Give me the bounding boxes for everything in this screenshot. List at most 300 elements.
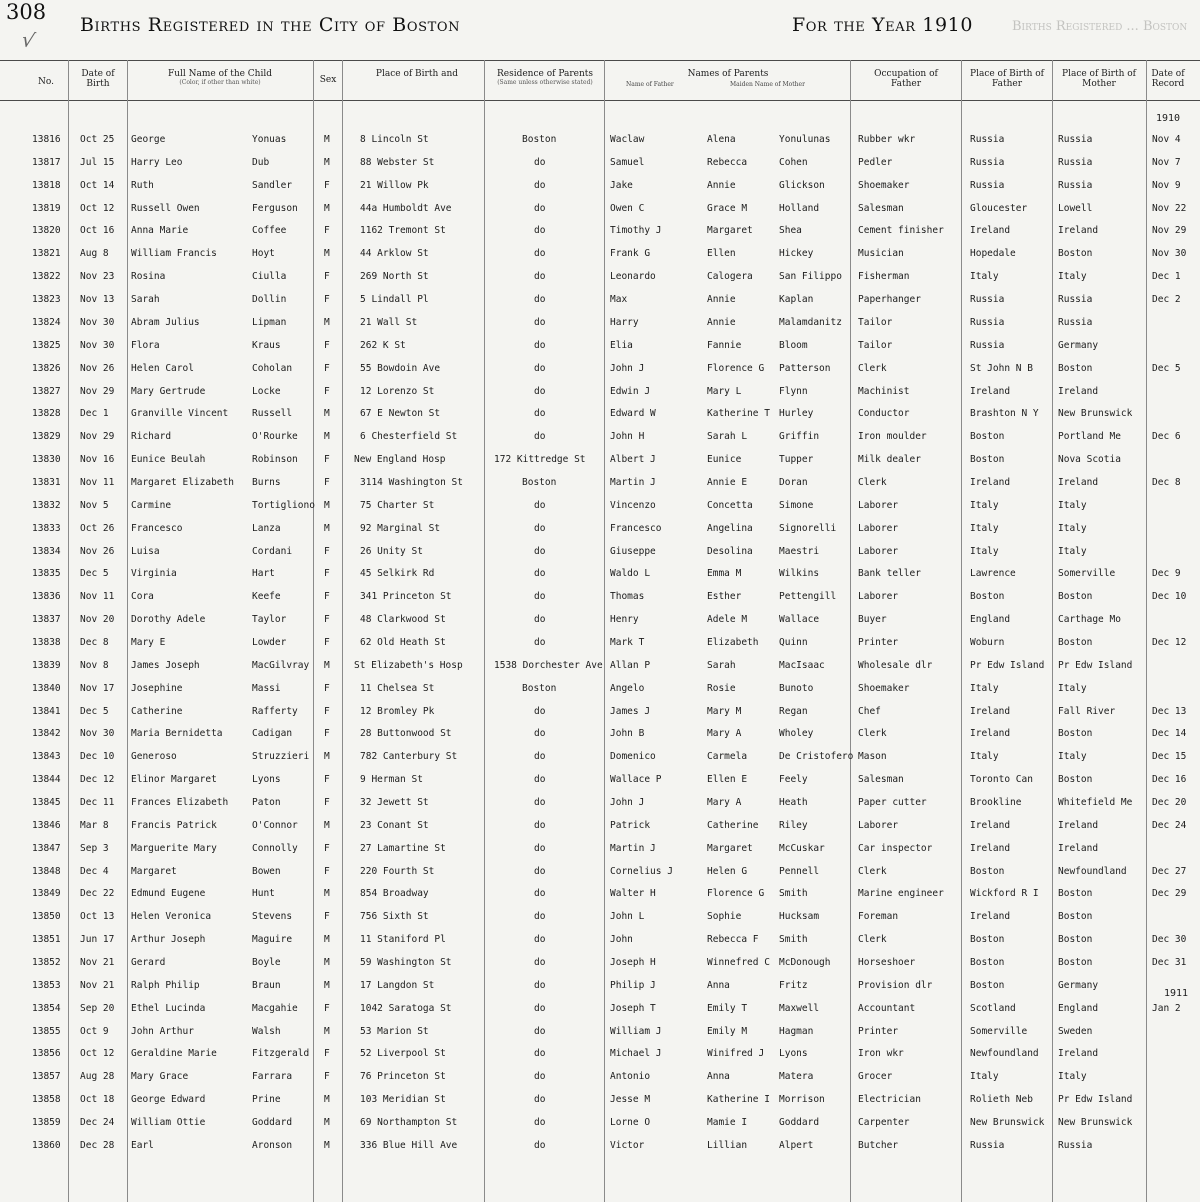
father-name: Michael J <box>610 1048 662 1060</box>
mother-given-name: Mary A <box>707 796 742 808</box>
father-name: Albert J <box>610 454 656 465</box>
place-of-birth: 76 Princeton St <box>360 1071 446 1083</box>
residence: do <box>534 271 546 283</box>
mother-given-name: Ellen E <box>707 774 748 786</box>
residence: do <box>534 751 546 763</box>
register-year: For the Year 1910 <box>792 14 974 36</box>
date-of-birth: Dec 8 <box>80 636 109 648</box>
child-given-name: Elinor Margaret <box>131 774 217 786</box>
place-of-birth: 1162 Tremont St <box>360 225 446 237</box>
father-birthplace: Somerville <box>970 1025 1028 1037</box>
mother-maiden-name: Goddard <box>779 1117 820 1128</box>
place-of-birth: 756 Sixth St <box>360 911 429 923</box>
father-occupation: Fisherman <box>858 271 910 283</box>
mother-birthplace: Sweden <box>1058 1025 1093 1037</box>
table-row <box>0 546 1200 564</box>
mother-maiden-name: Wholey <box>779 728 814 740</box>
child-given-name: Gerard <box>131 957 166 968</box>
father-birthplace: St John N B <box>970 362 1033 374</box>
margin-check-mark: √ <box>19 26 38 54</box>
entry-number: 13843 <box>32 751 61 763</box>
place-of-birth: 28 Buttonwood St <box>360 728 452 740</box>
child-surname: Hunt <box>252 888 275 900</box>
residence: 172 Kittredge St <box>494 454 586 465</box>
entry-number: 13824 <box>32 316 61 328</box>
father-birthplace: Russia <box>970 339 1005 351</box>
child-surname: Cordani <box>252 545 293 557</box>
entry-number: 13828 <box>32 408 61 420</box>
child-surname: Coholan <box>252 362 293 374</box>
residence: do <box>534 248 546 260</box>
child-surname: Walsh <box>252 1025 281 1037</box>
place-of-birth: 88 Webster St <box>360 156 435 168</box>
table-row <box>0 728 1200 746</box>
sex: F <box>324 682 330 694</box>
mother-birthplace: Ireland <box>1058 225 1099 237</box>
place-of-birth: 103 Meridian St <box>360 1094 446 1106</box>
father-name: Walter H <box>610 888 656 900</box>
child-surname: Lanza <box>252 522 281 534</box>
entry-number: 13849 <box>32 888 61 900</box>
place-of-birth: 69 Northampton St <box>360 1117 458 1128</box>
sex: F <box>324 225 330 237</box>
father-name: Wallace P <box>610 774 662 786</box>
sex: F <box>324 545 330 557</box>
entry-number: 13827 <box>32 385 61 397</box>
place-of-birth: New England Hosp <box>354 454 446 465</box>
child-surname: Aronson <box>252 1139 293 1151</box>
entry-number: 13822 <box>32 271 61 283</box>
father-name: Allan P <box>610 659 651 671</box>
sex: M <box>324 751 330 763</box>
father-birthplace: New Brunswick <box>970 1117 1045 1128</box>
table-row <box>0 431 1200 449</box>
father-name: Joseph H <box>610 957 656 968</box>
father-birthplace: Ireland <box>970 842 1011 854</box>
place-of-birth: 27 Lamartine St <box>360 842 446 854</box>
mother-given-name: Ellen <box>707 248 736 260</box>
child-given-name: Margaret <box>131 865 177 877</box>
mother-birthplace: Germany <box>1058 339 1099 351</box>
father-birthplace: Italy <box>970 751 999 763</box>
residence: do <box>534 636 546 648</box>
father-birthplace: Ireland <box>970 385 1011 397</box>
table-row <box>0 911 1200 929</box>
mother-birthplace: Italy <box>1058 271 1087 283</box>
residence: do <box>534 957 546 968</box>
father-birthplace: Pr Edw Island <box>970 659 1045 671</box>
child-given-name: Granville Vincent <box>131 408 229 420</box>
residence: do <box>534 1117 546 1128</box>
child-given-name: Francis Patrick <box>131 819 217 831</box>
child-surname: Paton <box>252 796 281 808</box>
entry-number: 13846 <box>32 819 61 831</box>
entry-number: 13852 <box>32 957 61 968</box>
table-row <box>0 500 1200 518</box>
mother-birthplace: Italy <box>1058 751 1087 763</box>
residence: do <box>534 888 546 900</box>
date-of-birth: Dec 11 <box>80 796 115 808</box>
child-given-name: Harry Leo <box>131 156 183 168</box>
table-row <box>0 340 1200 358</box>
child-given-name: Arthur Joseph <box>131 934 206 946</box>
sex: M <box>324 934 330 946</box>
sex: M <box>324 156 330 168</box>
residence: do <box>534 545 546 557</box>
child-surname: Robinson <box>252 454 298 465</box>
father-birthplace: Italy <box>970 1071 999 1083</box>
child-given-name: George Edward <box>131 1094 206 1106</box>
father-birthplace: Russia <box>970 179 1005 191</box>
date-of-birth: Nov 29 <box>80 431 115 443</box>
mother-maiden-name: San Filippo <box>779 271 842 283</box>
mother-birthplace: Boston <box>1058 591 1093 603</box>
mother-maiden-name: Lyons <box>779 1048 808 1060</box>
date-of-birth: Nov 11 <box>80 476 115 488</box>
father-birthplace: Boston <box>970 431 1005 443</box>
mother-maiden-name: Matera <box>779 1071 814 1083</box>
date-of-birth: Nov 29 <box>80 385 115 397</box>
mother-given-name: Anna <box>707 979 730 991</box>
mother-given-name: Mary A <box>707 728 742 740</box>
mother-birthplace: Portland Me <box>1058 431 1121 443</box>
father-occupation: Tailor <box>858 316 893 328</box>
date-of-birth: Oct 14 <box>80 179 115 191</box>
mother-given-name: Concetta <box>707 499 753 511</box>
table-row <box>0 386 1200 404</box>
mother-given-name: Katherine I <box>707 1094 770 1106</box>
date-of-birth: Nov 13 <box>80 294 115 305</box>
date-of-record: Dec 16 <box>1152 774 1187 786</box>
father-birthplace: Italy <box>970 682 999 694</box>
mother-given-name: Mamie I <box>707 1117 748 1128</box>
mother-maiden-name: De Cristofero <box>779 751 854 763</box>
residence: do <box>534 408 546 420</box>
mother-birthplace: Boston <box>1058 728 1093 740</box>
father-occupation: Cement finisher <box>858 225 944 237</box>
residence: do <box>534 179 546 191</box>
father-birthplace: Boston <box>970 865 1005 877</box>
mother-birthplace: Boston <box>1058 362 1093 374</box>
mother-given-name: Rebecca F <box>707 934 759 946</box>
child-given-name: Virginia <box>131 568 177 580</box>
sex: F <box>324 1048 330 1060</box>
child-given-name: Marguerite Mary <box>131 842 217 854</box>
child-given-name: Richard <box>131 431 172 443</box>
mother-maiden-name: Signorelli <box>779 522 837 534</box>
mother-maiden-name: Kaplan <box>779 294 814 305</box>
date-of-record: Dec 2 <box>1152 294 1181 305</box>
child-given-name: Russell Owen <box>131 202 200 214</box>
father-birthplace: Toronto Can <box>970 774 1033 786</box>
residence: do <box>534 1025 546 1037</box>
entry-number: 13841 <box>32 705 61 717</box>
father-name: Philip J <box>610 979 656 991</box>
mother-given-name: Margaret <box>707 225 753 237</box>
date-of-birth: Oct 18 <box>80 1094 115 1106</box>
header-names-of-parents: Names of Parents <box>687 69 769 79</box>
mother-given-name: Adele M <box>707 614 748 626</box>
table-row <box>0 294 1200 312</box>
father-name: Waclaw <box>610 134 645 145</box>
child-given-name: Geraldine Marie <box>131 1048 217 1060</box>
father-birthplace: Boston <box>970 454 1005 465</box>
child-given-name: Sarah <box>131 294 160 305</box>
date-of-birth: Nov 26 <box>80 362 115 374</box>
header-full-name-note: (Color, if other than white) <box>179 79 261 86</box>
mother-birthplace: Ireland <box>1058 819 1099 831</box>
mother-maiden-name: Bunoto <box>779 682 814 694</box>
mother-maiden-name: Alpert <box>779 1139 814 1151</box>
child-surname: Maguire <box>252 934 293 946</box>
table-row <box>0 271 1200 289</box>
father-name: Martin J <box>610 476 656 488</box>
mother-maiden-name: Patterson <box>779 362 831 374</box>
mother-birthplace: Boston <box>1058 934 1093 946</box>
table-row <box>0 248 1200 266</box>
father-name: James J <box>610 705 651 717</box>
father-birthplace: Russia <box>970 294 1005 305</box>
child-given-name: Earl <box>131 1139 154 1151</box>
date-of-record: Nov 4 <box>1152 134 1181 145</box>
sex: M <box>324 1094 330 1106</box>
father-occupation: Foreman <box>858 911 899 923</box>
table-row <box>0 1071 1200 1089</box>
entry-number: 13825 <box>32 339 61 351</box>
header-bottom-rule <box>0 100 1200 101</box>
date-of-birth: Nov 30 <box>80 339 115 351</box>
child-surname: Bowen <box>252 865 281 877</box>
mother-given-name: Calogera <box>707 271 753 283</box>
mother-given-name: Angelina <box>707 522 753 534</box>
header-place-of-birth-mother: Place of Birth of Mother <box>1062 69 1136 89</box>
place-of-birth: 45 Selkirk Rd <box>360 568 435 580</box>
child-given-name: Mary Gertrude <box>131 385 206 397</box>
residence: do <box>534 362 546 374</box>
father-occupation: Machinist <box>858 385 910 397</box>
place-of-birth: 21 Willow Pk <box>360 179 429 191</box>
mother-birthplace: Italy <box>1058 682 1087 694</box>
father-name: Vincenzo <box>610 499 656 511</box>
residence: do <box>534 522 546 534</box>
mother-given-name: Anna <box>707 1071 730 1083</box>
place-of-birth: 269 North St <box>360 271 429 283</box>
date-of-birth: Dec 22 <box>80 888 115 900</box>
residence: do <box>534 294 546 305</box>
mother-maiden-name: Malamdanitz <box>779 316 842 328</box>
father-occupation: Clerk <box>858 362 887 374</box>
child-given-name: Mary Grace <box>131 1071 189 1083</box>
mother-maiden-name: Smith <box>779 934 808 946</box>
entry-number: 13832 <box>32 499 61 511</box>
date-of-record: Dec 6 <box>1152 431 1181 443</box>
place-of-birth: 44 Arklow St <box>360 248 429 260</box>
date-of-record: Dec 1 <box>1152 271 1181 283</box>
mother-birthplace: Boston <box>1058 248 1093 260</box>
date-of-record: Nov 29 <box>1152 225 1187 237</box>
residence: do <box>534 225 546 237</box>
father-birthplace: Ireland <box>970 819 1011 831</box>
header-no: No. <box>38 77 54 87</box>
father-name: Patrick <box>610 819 651 831</box>
mother-given-name: Catherine <box>707 819 759 831</box>
mother-maiden-name: Hurley <box>779 408 814 420</box>
mother-maiden-name: Morrison <box>779 1094 825 1106</box>
residence: do <box>534 865 546 877</box>
place-of-birth: 11 Chelsea St <box>360 682 435 694</box>
child-surname: Prine <box>252 1094 281 1106</box>
sex: F <box>324 614 330 626</box>
date-of-record: Nov 9 <box>1152 179 1181 191</box>
record-year-1911: 1911 <box>1164 988 1189 999</box>
sex: M <box>324 316 330 328</box>
mother-maiden-name: Simone <box>779 499 814 511</box>
father-name: John <box>610 934 633 946</box>
entry-number: 13857 <box>32 1071 61 1083</box>
place-of-birth: 9 Herman St <box>360 774 423 786</box>
date-of-birth: Dec 24 <box>80 1117 115 1128</box>
father-occupation: Grocer <box>858 1071 893 1083</box>
mother-maiden-name: Hickey <box>779 248 814 260</box>
child-surname: Russell <box>252 408 293 420</box>
date-of-birth: Nov 30 <box>80 316 115 328</box>
child-given-name: Francesco <box>131 522 183 534</box>
father-birthplace: Boston <box>970 979 1005 991</box>
child-given-name: John Arthur <box>131 1025 194 1037</box>
mother-maiden-name: Tupper <box>779 454 814 465</box>
date-of-birth: Nov 20 <box>80 614 115 626</box>
date-of-record: Dec 14 <box>1152 728 1187 740</box>
entry-number: 13850 <box>32 911 61 923</box>
date-of-birth: Dec 10 <box>80 751 115 763</box>
page-number: 308 <box>6 0 47 24</box>
entry-number: 13835 <box>32 568 61 580</box>
residence: do <box>534 728 546 740</box>
entry-number: 13820 <box>32 225 61 237</box>
sex: M <box>324 888 330 900</box>
place-of-birth: 12 Lorenzo St <box>360 385 435 397</box>
mother-given-name: Sarah <box>707 659 736 671</box>
residence: do <box>534 591 546 603</box>
father-occupation: Salesman <box>858 774 904 786</box>
child-surname: Lyons <box>252 774 281 786</box>
mother-maiden-name: Wallace <box>779 614 820 626</box>
father-name: Edwin J <box>610 385 651 397</box>
child-surname: Farrara <box>252 1071 293 1083</box>
place-of-birth: 17 Langdon St <box>360 979 435 991</box>
mother-birthplace: Italy <box>1058 1071 1087 1083</box>
header-occupation: Occupation of Father <box>874 69 938 89</box>
mother-birthplace: Newfoundland <box>1058 865 1127 877</box>
sex: M <box>324 1139 330 1151</box>
father-birthplace: Boston <box>970 934 1005 946</box>
child-given-name: Mary E <box>131 636 166 648</box>
father-birthplace: Scotland <box>970 1002 1016 1014</box>
father-name: Mark T <box>610 636 645 648</box>
date-of-record: Nov 30 <box>1152 248 1187 260</box>
father-occupation: Printer <box>858 636 899 648</box>
date-of-birth: Nov 23 <box>80 271 115 283</box>
date-of-record: Dec 20 <box>1152 796 1187 808</box>
mother-given-name: Mary M <box>707 705 742 717</box>
place-of-birth: 5 Lindall Pl <box>360 294 429 305</box>
sex: F <box>324 1002 330 1014</box>
mother-given-name: Desolina <box>707 545 753 557</box>
sex: M <box>324 431 330 443</box>
table-row <box>0 591 1200 609</box>
mother-given-name: Annie E <box>707 476 748 488</box>
entry-number: 13838 <box>32 636 61 648</box>
mother-maiden-name: Hucksam <box>779 911 820 923</box>
mother-given-name: Eunice <box>707 454 742 465</box>
mother-birthplace: Somerville <box>1058 568 1116 580</box>
father-birthplace: Russia <box>970 316 1005 328</box>
child-surname: Dub <box>252 156 270 168</box>
sex: F <box>324 476 330 488</box>
mother-given-name: Margaret <box>707 842 753 854</box>
entry-number: 13831 <box>32 476 61 488</box>
father-occupation: Tailor <box>858 339 893 351</box>
table-row <box>0 203 1200 221</box>
father-name: Domenico <box>610 751 656 763</box>
child-given-name: Catherine <box>131 705 183 717</box>
bleed-through-text: Births Registered ... Boston <box>1012 19 1188 34</box>
mother-given-name: Sophie <box>707 911 742 923</box>
residence: do <box>534 385 546 397</box>
mother-given-name: Grace M <box>707 202 748 214</box>
child-given-name: William Francis <box>131 248 217 260</box>
sex: F <box>324 705 330 717</box>
mother-given-name: Annie <box>707 316 736 328</box>
date-of-birth: Jul 15 <box>80 156 115 168</box>
residence: do <box>534 1002 546 1014</box>
mother-birthplace: Russia <box>1058 294 1093 305</box>
father-name: Victor <box>610 1139 645 1151</box>
child-surname: Fitzgerald <box>252 1048 310 1060</box>
father-birthplace: Brashton N Y <box>970 408 1039 420</box>
table-row <box>0 1094 1200 1112</box>
residence: do <box>534 705 546 717</box>
residence: do <box>534 934 546 946</box>
date-of-record: Dec 12 <box>1152 636 1187 648</box>
table-row <box>0 751 1200 769</box>
date-of-birth: Nov 16 <box>80 454 115 465</box>
table-row <box>0 523 1200 541</box>
table-row <box>0 317 1200 335</box>
date-of-birth: Dec 1 <box>80 408 109 420</box>
residence: Boston <box>522 476 557 488</box>
date-of-record: Jan 2 <box>1152 1002 1181 1014</box>
header-top-rule <box>0 60 1200 61</box>
header-full-name-text: Full Name of the Child <box>167 69 273 79</box>
father-name: Waldo L <box>610 568 651 580</box>
father-name: Max <box>610 294 628 305</box>
sex: M <box>324 522 330 534</box>
father-occupation: Clerk <box>858 865 887 877</box>
mother-birthplace: Ireland <box>1058 476 1099 488</box>
father-name: Giuseppe <box>610 545 656 557</box>
table-row <box>0 1048 1200 1066</box>
table-row <box>0 568 1200 586</box>
place-of-birth: 59 Washington St <box>360 957 452 968</box>
date-of-record: Dec 24 <box>1152 819 1187 831</box>
mother-birthplace: Italy <box>1058 522 1087 534</box>
mother-birthplace: New Brunswick <box>1058 1117 1133 1128</box>
date-of-record: Nov 7 <box>1152 156 1181 168</box>
sex: M <box>324 134 330 145</box>
child-surname: Kraus <box>252 339 281 351</box>
date-of-birth: Dec 5 <box>80 568 109 580</box>
